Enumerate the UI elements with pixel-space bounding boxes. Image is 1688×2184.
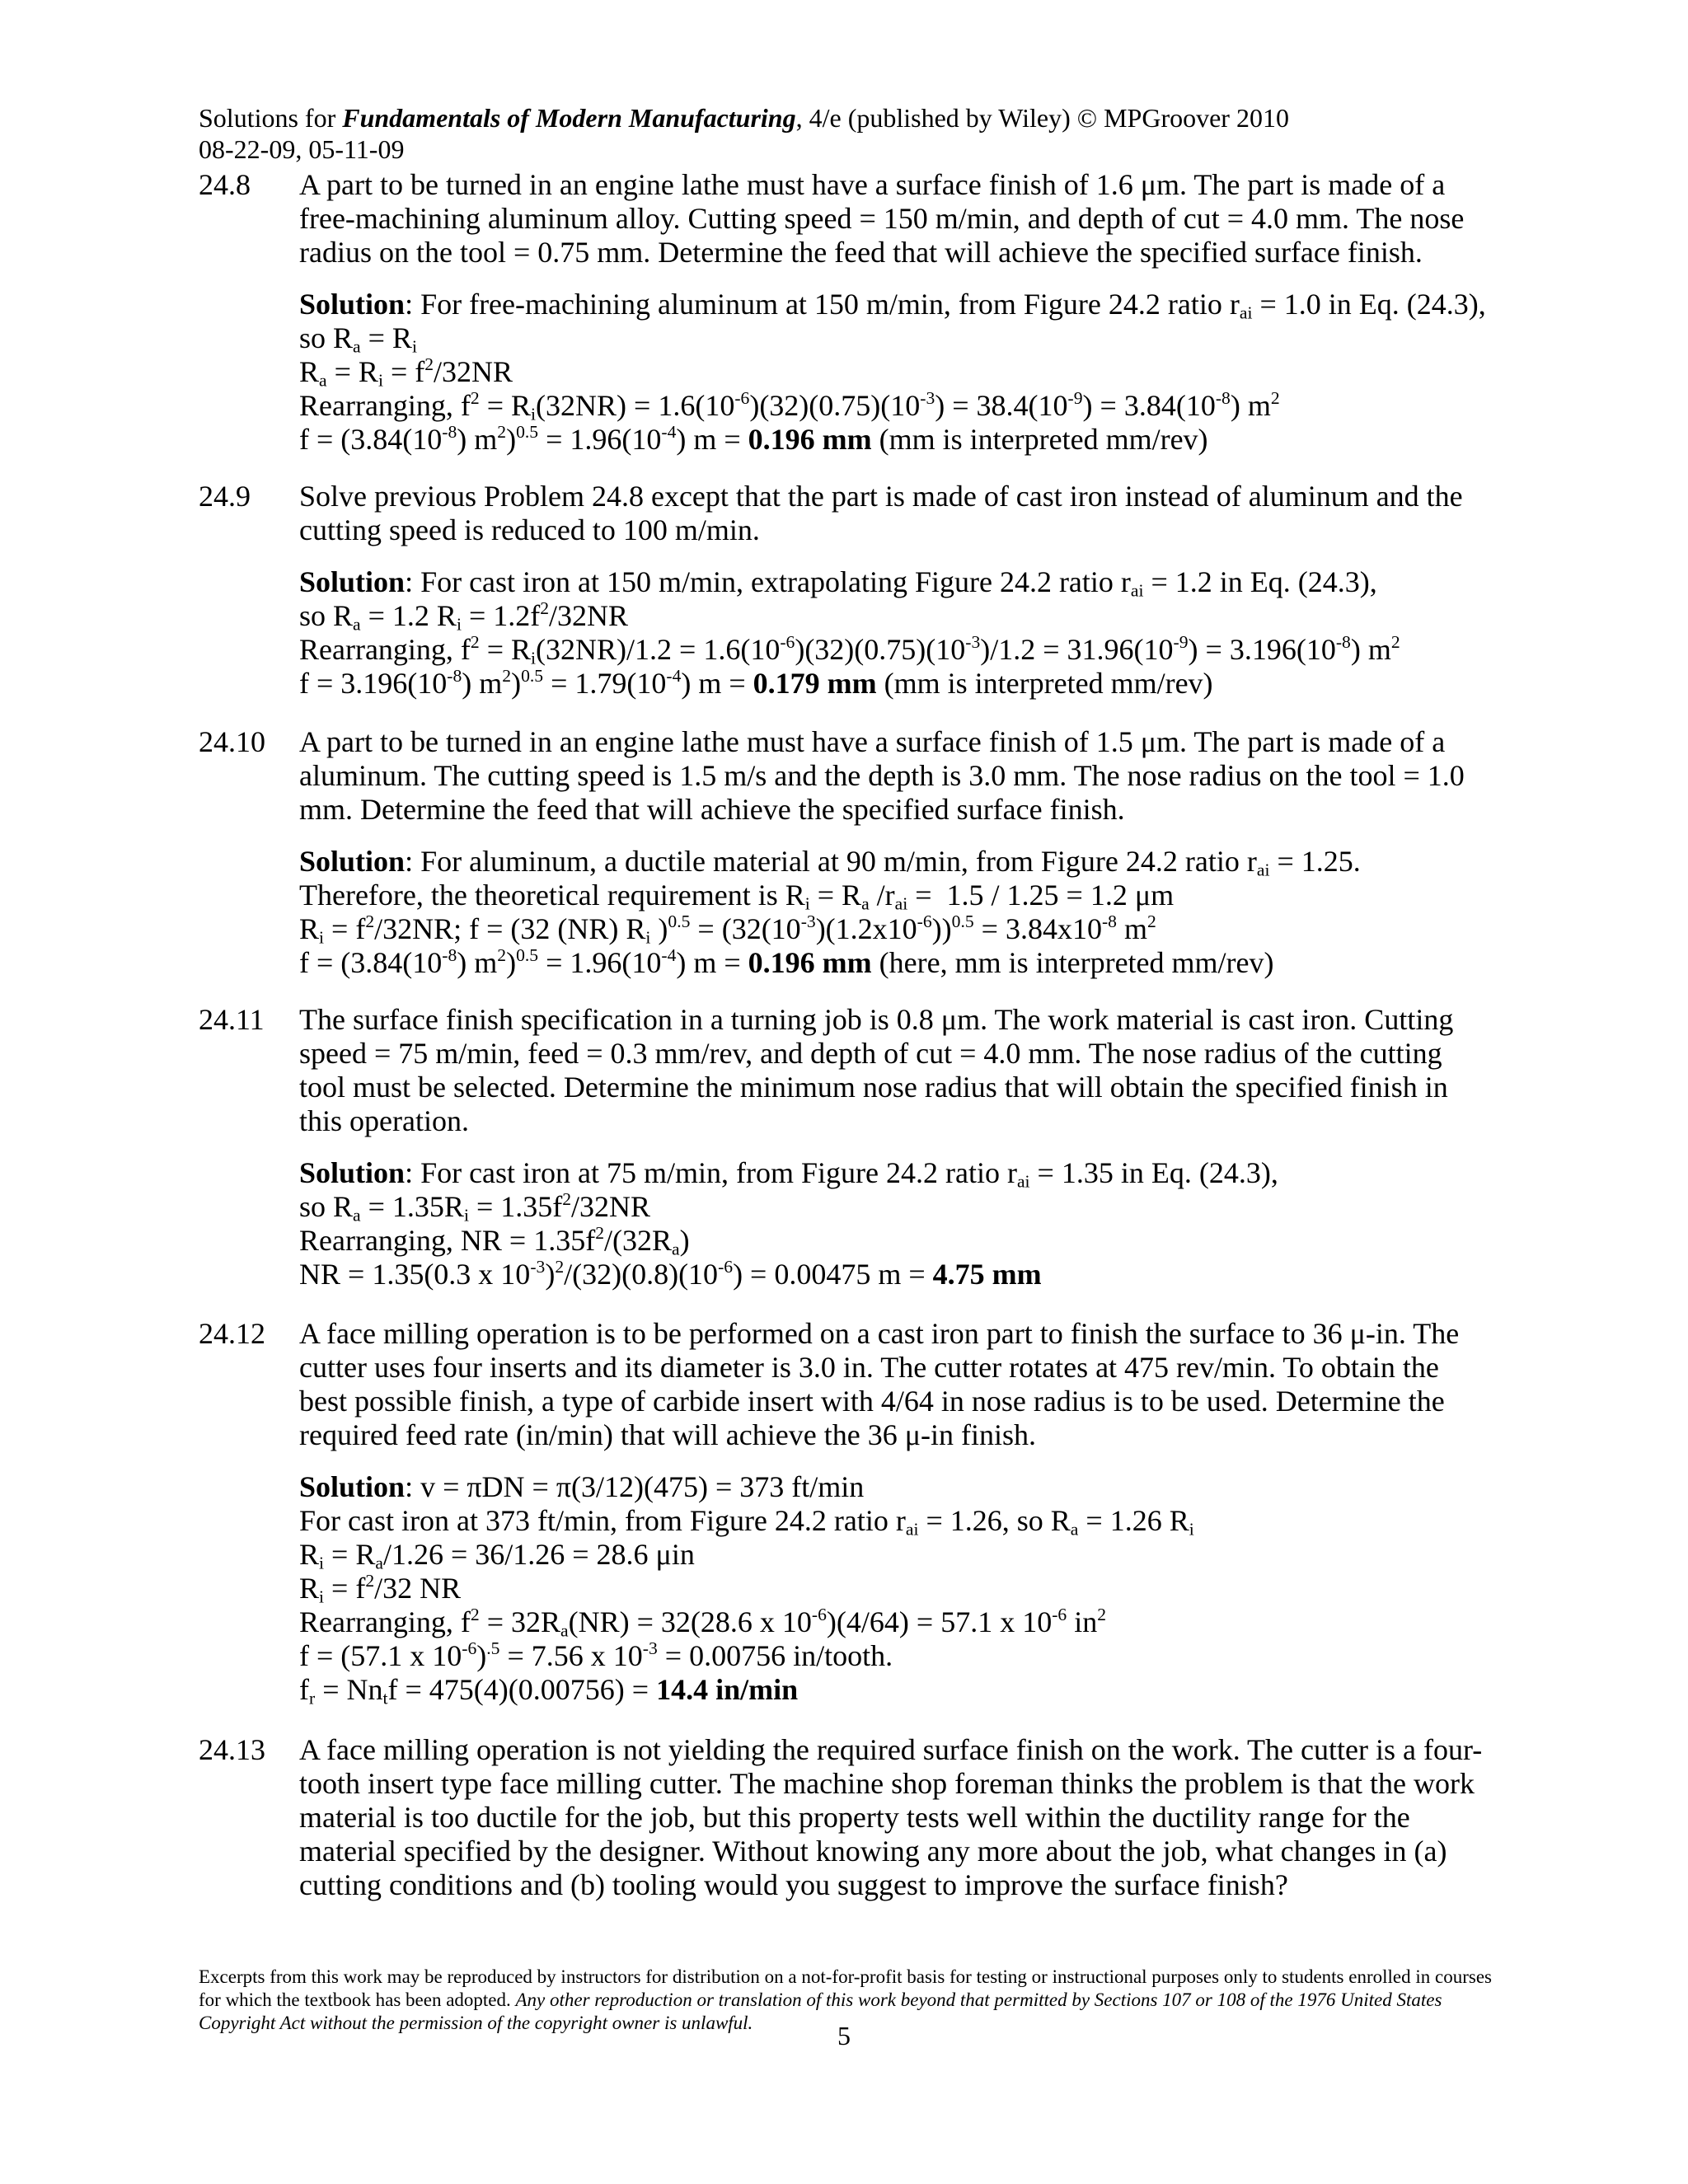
- solution-text: : v = πDN = π(3/12)(475) = 373 ft/min: [405, 1470, 865, 1503]
- solution-line: [299, 355, 1493, 389]
- solution-text: Rearranging, $f^2 = R_i(32NR)/1.2 = 1.6(10^{-6})(32)(0.75)(10^{-3})/1.2 = 31.96(10^{-9}) = 3.196(10^{-8})$ $m^2$: [299, 631, 1400, 668]
- problem-24-9: [199, 480, 1493, 701]
- problem-24-13: [199, 1733, 1493, 1902]
- solution-text: f = (57.1 x $10^{-6})^{.5} = 7.56$ x $10^{-3} = 0.00756$ in/tooth.: [299, 1638, 893, 1672]
- problem-number: 24.13: [199, 1733, 265, 1766]
- solution-text: Rearranging, $f^2 = 32R_a(NR) = 32(28.6$ x $10^{-6})(4/64) = 57.1$ x $10^{-6}$ $in^2$: [299, 1604, 1107, 1641]
- problem-number: 24.12: [199, 1317, 265, 1350]
- problem-text: A face milling operation is to be performed on a cast iron part to finish the surface to 36 μ-in. The cutter uses four inserts and its diameter is 3.0 in. The cutter rotates at 475 rev/min. To obtain the best possible finish, a type of carbide insert with 4/64 in nose radius is to be used. Determine the required feed rate (in/min) that will achieve the 36 μ-in finish.: [299, 1317, 1460, 1451]
- solution-line: [299, 599, 1493, 633]
- solution-line: [299, 1639, 1493, 1673]
- solution-text: : For cast iron at 75 m/min, from Figure 24.2 ratio $r_{ai} = 1.35$ in Eq. (24.3),: [405, 1156, 1278, 1192]
- solution-text: : For aluminum, a ductile material at 90 m/min, from Figure 24.2 ratio $r_{ai} = 1.25$.: [405, 845, 1361, 880]
- solution-line: [299, 1224, 1493, 1258]
- solution-block: [299, 1470, 1493, 1707]
- solution-text: $f = (3.84(10^{-8}) m^2)^{0.5} = 1.96(10^{-4}) m = 0.196$ mm (here, mm is interpreted mm/rev): [299, 944, 1274, 979]
- solution-line: [299, 321, 1493, 355]
- header-dates: 08-22-09, 05-11-09: [199, 134, 405, 164]
- solution-line: [299, 1605, 1493, 1639]
- problem-24-12: [199, 1317, 1493, 1707]
- solution-block: [299, 288, 1493, 457]
- solution-line: [299, 423, 1493, 457]
- problem-number: 24.9: [199, 480, 251, 513]
- problem-text: The surface finish specification in a turning job is 0.8 μm. The work material is cast iron. Cutting speed = 75 m/min, feed = 0.3 mm/rev, and depth of cut = 4.0 mm. The nose radius of the cutting tool must be selected. Determine the minimum nose radius that will obtain the specified finish in this operation.: [299, 1003, 1454, 1137]
- solution-text: $f = (3.84(10^{-8}) m^2)^{0.5} = 1.96(10^{-4}) m = 0.196$ mm (mm is interpreted mm/rev): [299, 421, 1208, 456]
- problem-number: 24.11: [199, 1003, 265, 1036]
- solution-text: $f_r = Nn_tf = 475(4)(0.00756) = 14.4$ in/min: [299, 1673, 799, 1708]
- solution-label: Solution: [299, 845, 406, 878]
- footer-text: Excerpts from this work may be reproduced by instructors for distribution on a not-for-profit basis for testing or instructional purposes only to students enrolled in courses for which the textbook has been adopted.: [199, 1966, 1492, 2010]
- solution-block: [299, 1156, 1493, 1291]
- solution-text: NR = 1.35(0.3 x $10^{-3})^2/(32)(0.8)(10^{-6}) = 0.00475$ m = 4.75 mm: [299, 1256, 1042, 1291]
- book-title: Fundamentals of Modern Manufacturing: [342, 103, 796, 133]
- solution-line: [299, 1258, 1493, 1291]
- solution-text: so $R_a = R_i$: [299, 321, 417, 357]
- solution-text: $f = 3.196(10^{-8}) m^2)^{0.5} = 1.79(10^{-4})$ m = 0.179 mm (mm is interpreted mm/rev): [299, 665, 1213, 700]
- solution-label: Solution: [299, 288, 406, 321]
- solution-line: [299, 845, 1493, 879]
- header-source-line: [199, 102, 1289, 134]
- solution-text: $R_i = f^2/32NR$; f = (32 (NR) $R_i$ )$^{0.5} = (32(10^{-3})(1.2x10^{-6}))^{0.5} = 3.84x10^{-8}$ $m^2$: [299, 911, 1156, 948]
- solution-line: [299, 633, 1493, 667]
- solution-text: $R_a = R_i = f^2/32NR$: [299, 354, 513, 391]
- solution-text: Rearranging, $f^2 = R_i(32NR) = 1.6(10^{-6})(32)(0.75)(10^{-3}) = 38.4(10^{-9}) = 3.84(10^{-8})$ $m^2$: [299, 387, 1280, 424]
- solution-text: For cast iron at 373 ft/min, from Figure 24.2 ratio $r_{ai} = 1.26$, so $R_a = 1.26$ $R_i$: [299, 1504, 1194, 1540]
- solution-line: [299, 1190, 1493, 1224]
- solution-line: [299, 565, 1493, 599]
- page-header: [199, 102, 1289, 165]
- solution-line: [299, 946, 1493, 980]
- solution-block: [299, 565, 1493, 701]
- solution-block: [299, 845, 1493, 980]
- solution-label: Solution: [299, 565, 406, 598]
- solution-text: : For cast iron at 150 m/min, extrapolating Figure 24.2 ratio $r_{ai} = 1.2$ in Eq. (24.3),: [405, 565, 1377, 601]
- header-prefix: Solutions for: [199, 103, 343, 133]
- problem-text: A face milling operation is not yielding the required surface finish on the work. The cutter is a four-tooth insert type face milling cutter. The machine shop foreman thinks the problem is that the work material is too ductile for the job, but this property tests well within the ductility range for the material specified by the designer. Without knowing any more about the job, what changes in (a) cutting conditions and (b) tooling would you suggest to improve the surface finish?: [299, 1733, 1483, 1901]
- problem-text: Solve previous Problem 24.8 except that the part is made of cast iron instead of aluminum and the cutting speed is reduced to 100 m/min.: [299, 480, 1463, 546]
- solution-line: [299, 879, 1493, 912]
- solution-line: [299, 1504, 1493, 1538]
- problem-number: 24.8: [199, 168, 251, 201]
- solution-line: [299, 1673, 1493, 1707]
- solution-text: Rearranging, NR = $1.35f^2/(32R_a)$: [299, 1222, 690, 1259]
- solution-text: $R_i = R_a/1.26 = 36/1.26 = 28.6$ μin: [299, 1538, 695, 1573]
- solution-label: Solution: [299, 1156, 406, 1189]
- solution-text: : For free-machining aluminum at 150 m/min, from Figure 24.2 ratio $r_{ai} = 1.0$ in Eq. (24.3),: [405, 288, 1486, 323]
- solution-line: [299, 667, 1493, 701]
- solution-text: $R_i = f^2/32$ NR: [299, 1570, 462, 1607]
- solution-text: so $R_a = 1.2$ $R_i = 1.2f^2/32NR$: [299, 598, 629, 635]
- solution-line: [299, 389, 1493, 423]
- header-suffix: , 4/e (published by Wiley) © MPGroover 2010: [795, 103, 1289, 133]
- problem-24-8: [199, 168, 1493, 457]
- solution-line: [299, 1572, 1493, 1605]
- solution-line: [299, 1470, 1493, 1504]
- problem-text: A part to be turned in an engine lathe must have a surface finish of 1.5 μm. The part is made of a aluminum. The cutting speed is 1.5 m/s and the depth is 3.0 mm. The nose radius on the tool = 1.0 mm. Determine the feed that will achieve the specified surface finish.: [299, 725, 1465, 826]
- solution-text: so $R_a = 1.35R_i = 1.35f^2/32NR$: [299, 1188, 651, 1226]
- page-number: 5: [837, 2021, 851, 2050]
- solution-label: Solution: [299, 1470, 406, 1503]
- problem-24-11: [199, 1003, 1493, 1291]
- problem-text: A part to be turned in an engine lathe must have a surface finish of 1.6 μm. The part is made of a free-machining aluminum alloy. Cutting speed = 150 m/min, and depth of cut = 4.0 mm. The nose radius on the tool = 0.75 mm. Determine the feed that will achieve the specified surface finish.: [299, 168, 1465, 269]
- footer-italic-text: Any other reproduction or translation of this work beyond that permitted by Sections 107 or 108 of the 1976 United States Copyright Act without the permission of the copyright owner is unlawful.: [199, 1990, 1442, 2033]
- problem-number: 24.10: [199, 725, 265, 758]
- problem-24-10: [199, 725, 1493, 980]
- solution-line: [299, 1538, 1493, 1572]
- solution-line: [299, 912, 1493, 946]
- solution-line: [299, 288, 1493, 321]
- solution-text: Therefore, the theoretical requirement is $R_i = R_a$ $/r_{ai} = 1.5 / 1.25 = 1.2$ μm: [299, 879, 1175, 914]
- solution-line: [299, 1156, 1493, 1190]
